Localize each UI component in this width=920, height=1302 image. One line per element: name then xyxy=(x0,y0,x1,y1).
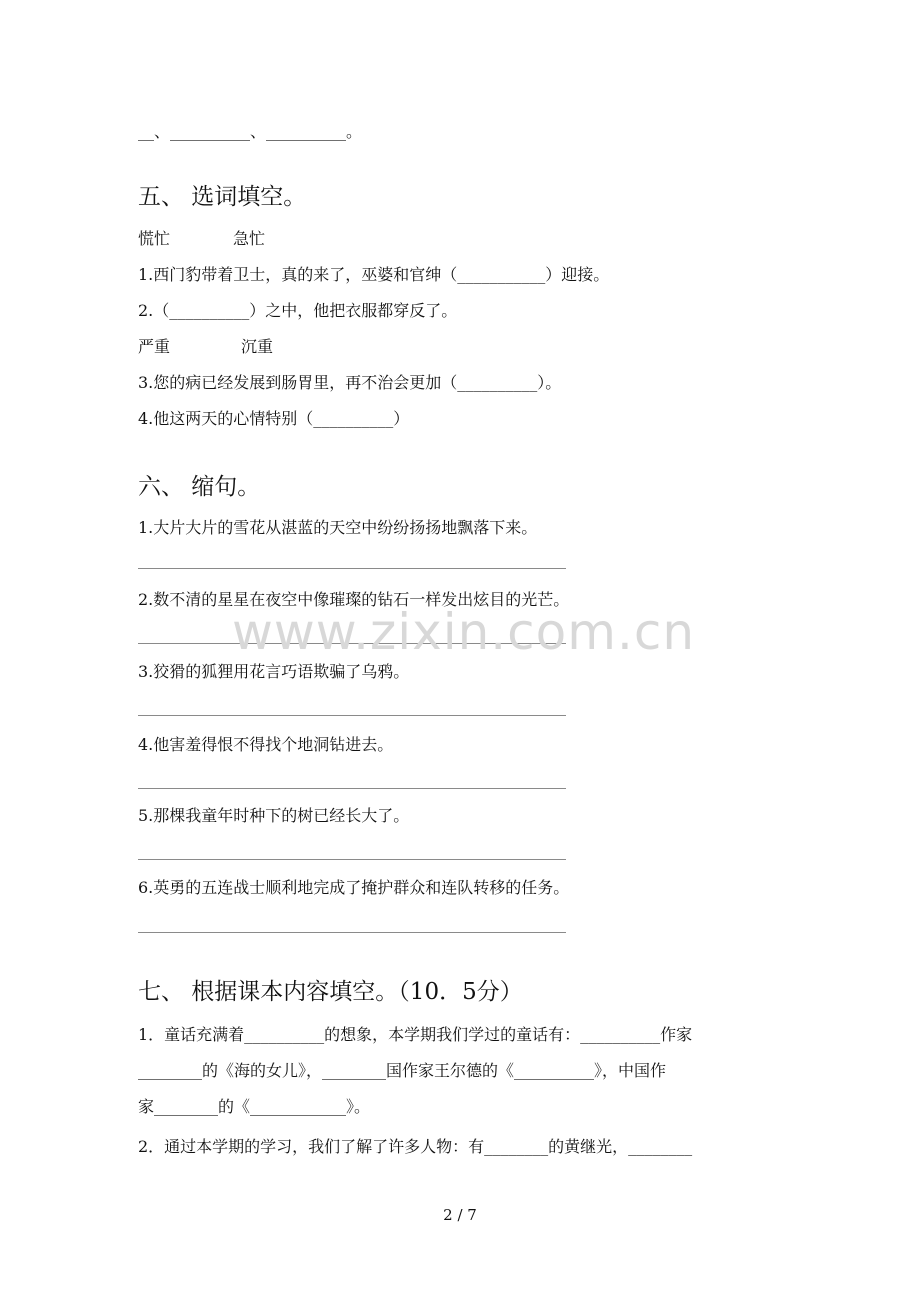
question-7-1-line2: ________的《海的女儿》，________国作家王尔德的《__________》，中国作 xyxy=(138,1061,667,1080)
question-7-1-line3: 家________的《____________》。 xyxy=(138,1097,371,1116)
question-6-3: 3.狡猾的狐狸用花言巧语欺骗了乌鸦。 xyxy=(138,662,410,681)
question-7-1-line1: 1．童话充满着__________的想象，本学期我们学过的童话有：__________作家 xyxy=(138,1025,693,1044)
section-five-heading: 五、 选词填空。 xyxy=(138,184,307,210)
answer-line xyxy=(138,568,566,569)
question-6-5: 5.那棵我童年时种下的树已经长大了。 xyxy=(138,806,410,825)
answer-line xyxy=(138,715,566,716)
section-six-heading: 六、 缩句。 xyxy=(138,474,261,500)
question-6-1: 1.大片大片的雪花从湛蓝的天空中纷纷扬扬地飘落下来。 xyxy=(138,518,538,537)
word-bank-2 xyxy=(138,337,273,357)
question-6-6: 6.英勇的五连战士顺利地完成了掩护群众和连队转移的任务。 xyxy=(138,878,570,897)
word-option: 急忙 xyxy=(233,229,266,248)
answer-line xyxy=(138,859,566,860)
question-7-2-line1: 2．通过本学期的学习，我们了解了许多人物：有________的黄继光，________ xyxy=(138,1137,693,1156)
question-6-2: 2.数不清的星星在夜空中像璀璨的钻石一样发出炫目的光芒。 xyxy=(138,590,570,609)
word-option: 沉重 xyxy=(241,337,274,356)
question-5-3: 3.您的病已经发展到肠胃里，再不治会更加（__________）。 xyxy=(138,373,562,392)
question-5-2: 2.（__________）之中，他把衣服都穿反了。 xyxy=(138,301,458,320)
question-5-1: 1.西门豹带着卫士，真的来了，巫婆和官绅（___________）迎接。 xyxy=(138,265,610,284)
previous-question-fragment: __、__________、__________。 xyxy=(138,122,363,141)
question-5-4: 4.他这两天的心情特别（__________） xyxy=(138,409,410,428)
page-number: 2 / 7 xyxy=(443,1206,477,1224)
word-bank-1 xyxy=(138,229,265,249)
section-seven-heading: 七、 根据课本内容填空。（10．5分） xyxy=(138,979,523,1005)
question-6-4: 4.他害羞得恨不得找个地洞钻进去。 xyxy=(138,735,394,754)
answer-line xyxy=(138,788,566,789)
answer-line xyxy=(138,932,566,933)
word-option: 慌忙 xyxy=(138,229,171,248)
watermark: www.zixin.com.cn xyxy=(232,603,696,661)
word-option: 严重 xyxy=(138,337,171,356)
